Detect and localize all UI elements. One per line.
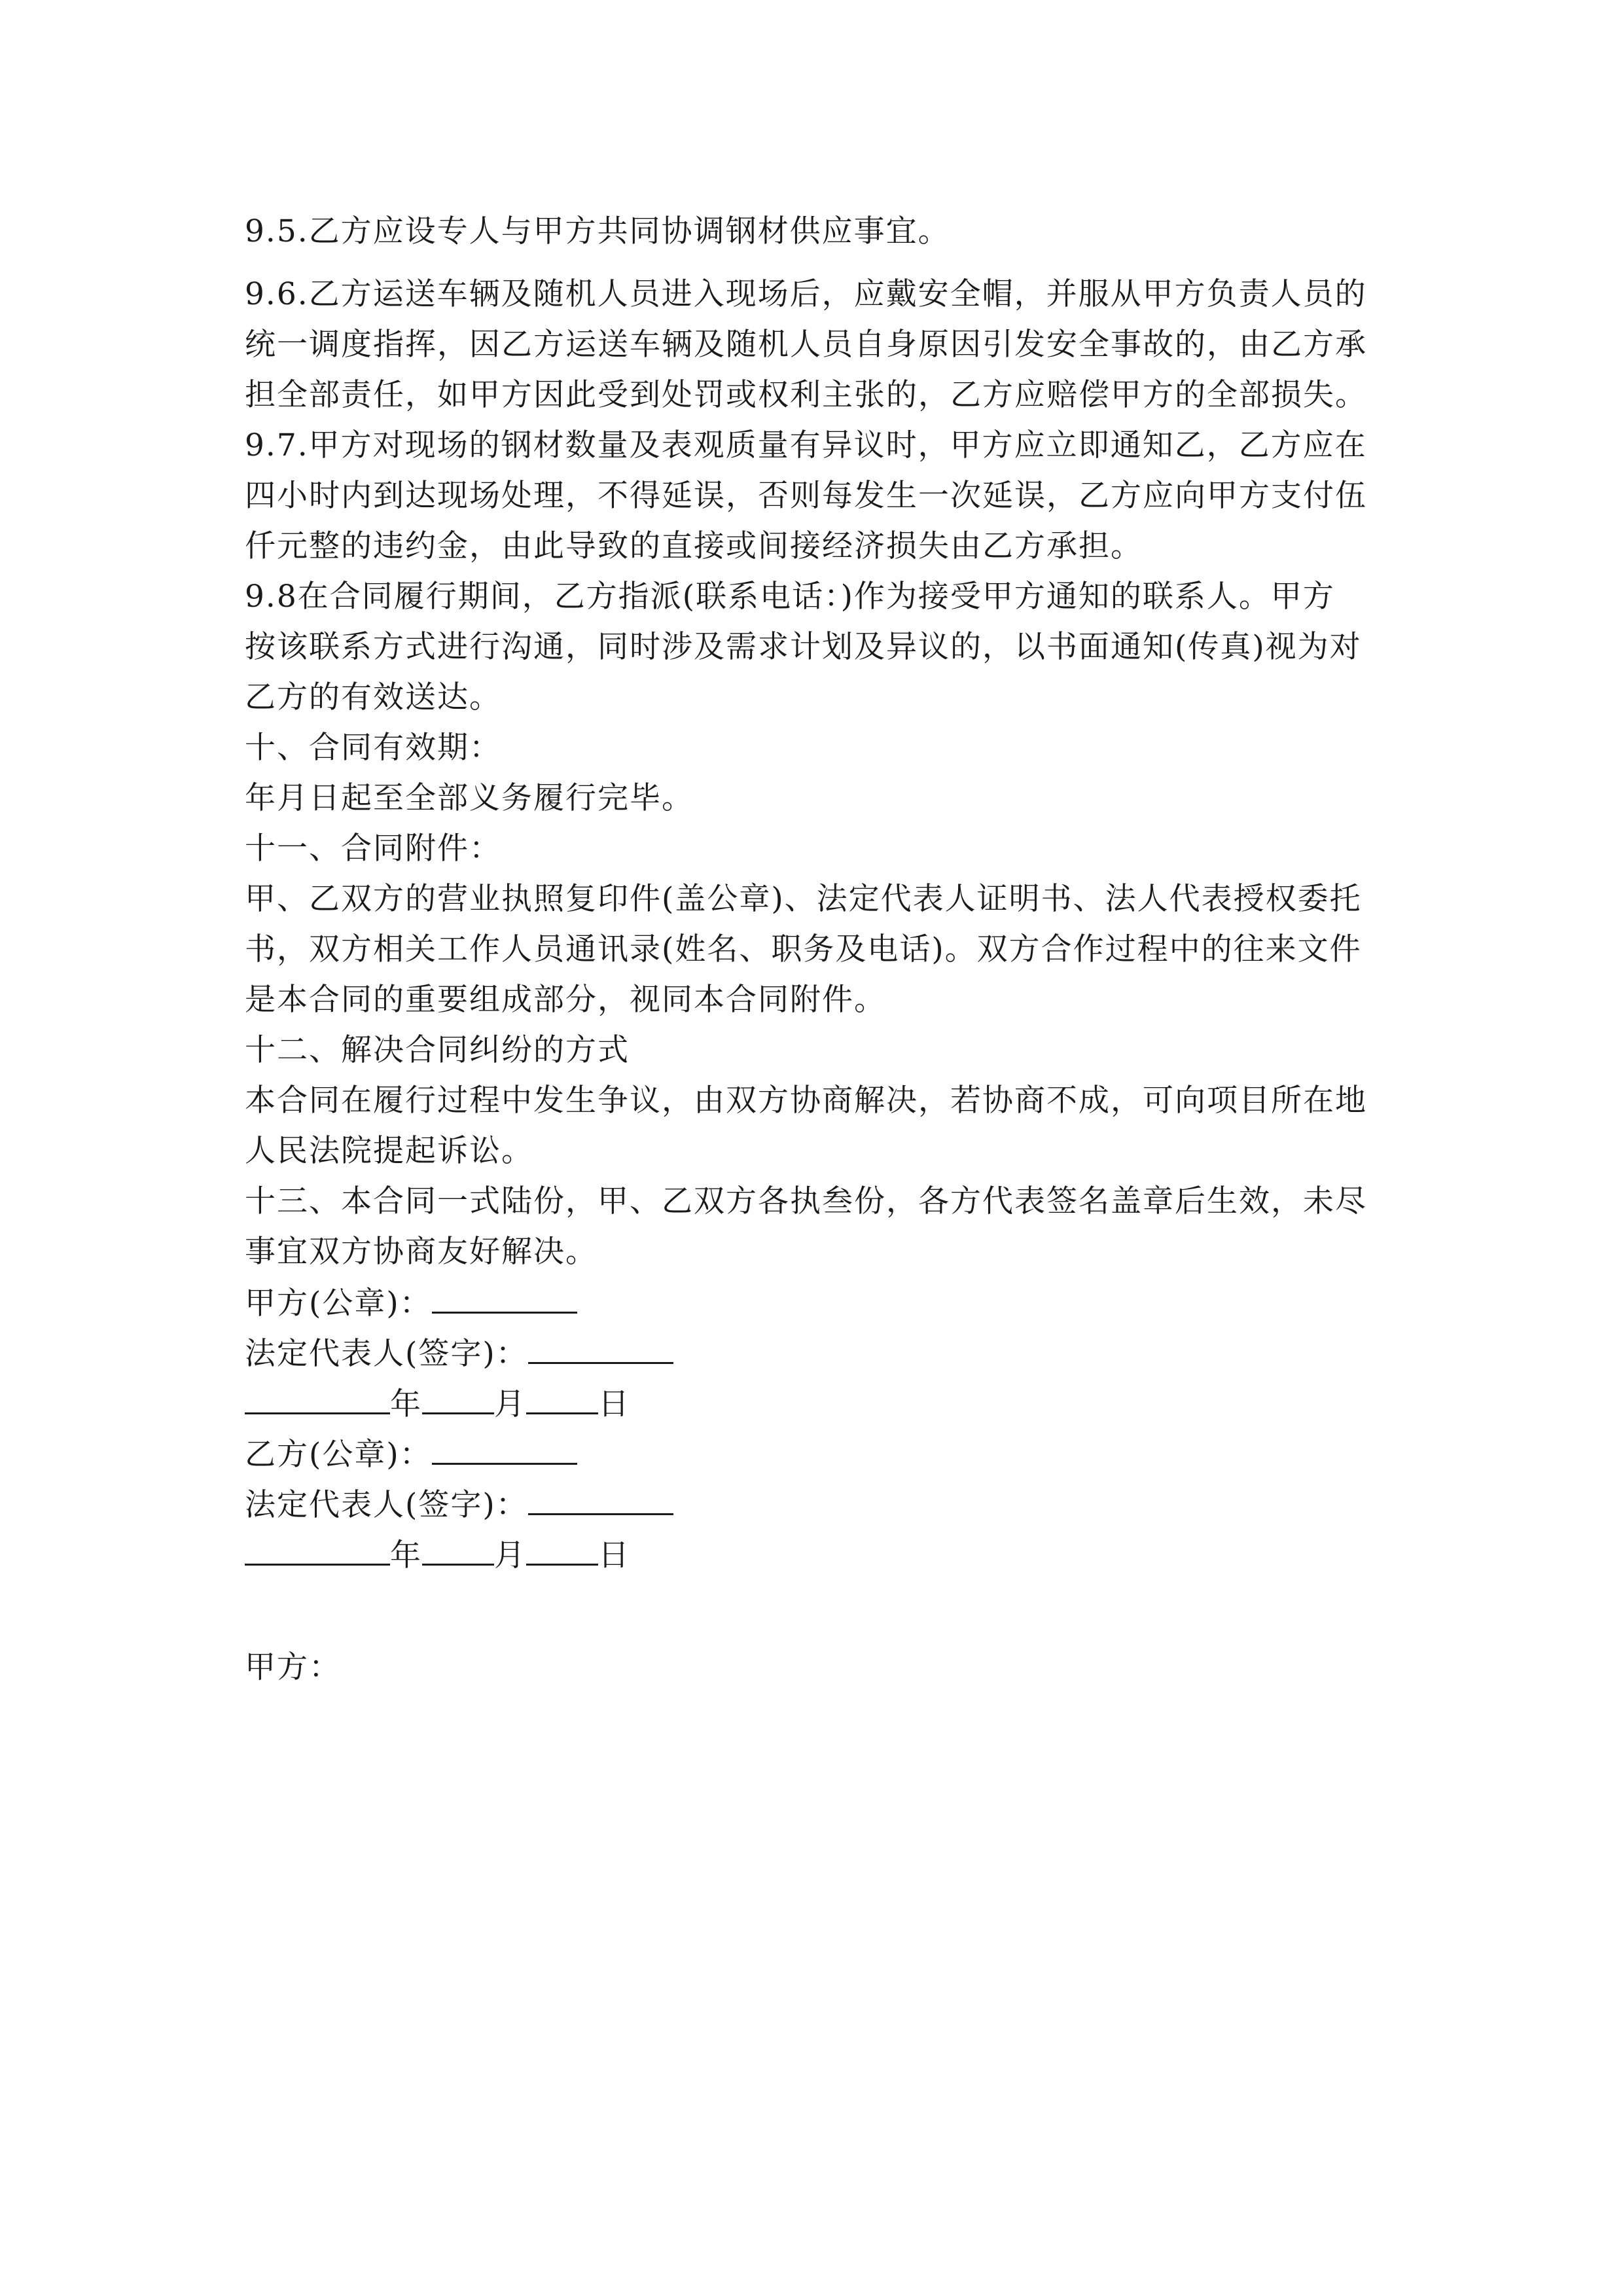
party-a-seal-label: 甲方(公章)： (245, 1285, 432, 1321)
party-b-day-blank (526, 1535, 598, 1566)
clause-9-8-line-2: 按该联系方式进行沟通，同时涉及需求计划及异议的，以书面通知(传真)视为对 (245, 629, 1362, 665)
section-13-line-1: 十三、本合同一式陆份，甲、乙双方各执叁份，各方代表签名盖章后生效，未尽 (245, 1183, 1367, 1219)
party-a-day-label: 日 (598, 1386, 630, 1422)
clause-9-8-line-3: 乙方的有效送达。 (245, 679, 501, 715)
section-11-body-line-2: 书，双方相关工作人员通讯录(姓名、职务及电话)。双方合作过程中的往来文件 (245, 931, 1362, 967)
party-a-rep-row (245, 1333, 1410, 1372)
section-13-line-2: 事宜双方协商友好解决。 (245, 1234, 597, 1270)
party-b-date-row (245, 1535, 1410, 1574)
section-11-heading: 十一、合同附件： (245, 831, 501, 867)
clause-9-6-line-2: 统一调度指挥，因乙方运送车辆及随机人员自身原因引发安全事故的，由乙方承 (245, 327, 1367, 363)
party-b-seal-blank (432, 1434, 577, 1465)
section-12-body-line-2: 人民法院提起诉讼。 (245, 1133, 533, 1169)
party-a-seal-blank (432, 1283, 577, 1314)
clause-9-7-line-2: 四小时内到达现场处理，不得延误，否则每发生一次延误，乙方应向甲方支付伍 (245, 478, 1367, 514)
clause-9-7-line-1: 9.7.甲方对现场的钢材数量及表观质量有异议时，甲方应立即通知乙，乙方应在 (245, 427, 1367, 463)
party-b-month-blank (422, 1535, 494, 1566)
party-b-seal-row (245, 1434, 1410, 1473)
party-b-seal-label: 乙方(公章)： (245, 1437, 432, 1473)
clause-9-7-line-3: 仟元整的违约金，由此导致的直接或间接经济损失由乙方承担。 (245, 528, 1143, 564)
party-a-year-blank (245, 1384, 390, 1414)
party-b-day-label: 日 (598, 1537, 630, 1573)
section-12-heading: 十二、解决合同纠纷的方式 (245, 1032, 630, 1068)
party-a-day-blank (526, 1384, 598, 1414)
party-b-year-blank (245, 1535, 390, 1566)
clause-9-6-line-3: 担全部责任，如甲方因此受到处罚或权利主张的，乙方应赔偿甲方的全部损失。 (245, 377, 1367, 413)
party-b-month-label: 月 (494, 1537, 526, 1573)
party-a-rep-blank (528, 1333, 673, 1364)
party-a-month-label: 月 (494, 1386, 526, 1422)
section-10-body: 年月日起至全部义务履行完毕。 (245, 780, 694, 816)
section-11-body-line-1: 甲、乙双方的营业执照复印件(盖公章)、法定代表人证明书、法人代表授权委托 (245, 881, 1362, 917)
party-b-rep-label: 法定代表人(签字)： (245, 1487, 528, 1523)
party-a-seal-row (245, 1283, 1410, 1322)
section-11-body-line-3: 是本合同的重要组成部分，视同本合同附件。 (245, 982, 886, 1018)
clause-9-6-line-1: 9.6.乙方运送车辆及随机人员进入现场后，应戴安全帽，并服从甲方负责人员的 (245, 276, 1367, 312)
section-10-heading: 十、合同有效期： (245, 730, 501, 766)
party-a-month-blank (422, 1384, 494, 1414)
party-a-rep-label: 法定代表人(签字)： (245, 1336, 528, 1372)
party-b-year-label: 年 (390, 1537, 422, 1573)
clause-9-5: 9.5.乙方应设专人与甲方共同协调钢材供应事宜。 (245, 213, 950, 249)
footer-party-label: 甲方： (245, 1649, 341, 1685)
party-a-date-row (245, 1384, 1410, 1423)
party-b-rep-blank (528, 1484, 673, 1515)
clause-9-8-line-1: 9.8在合同履行期间，乙方指派(联系电话：)作为接受甲方通知的联系人。甲方 (245, 579, 1335, 615)
party-b-rep-row (245, 1484, 1410, 1524)
section-12-body-line-1: 本合同在履行过程中发生争议，由双方协商解决，若协商不成，可向项目所在地 (245, 1083, 1367, 1119)
party-a-year-label: 年 (390, 1386, 422, 1422)
